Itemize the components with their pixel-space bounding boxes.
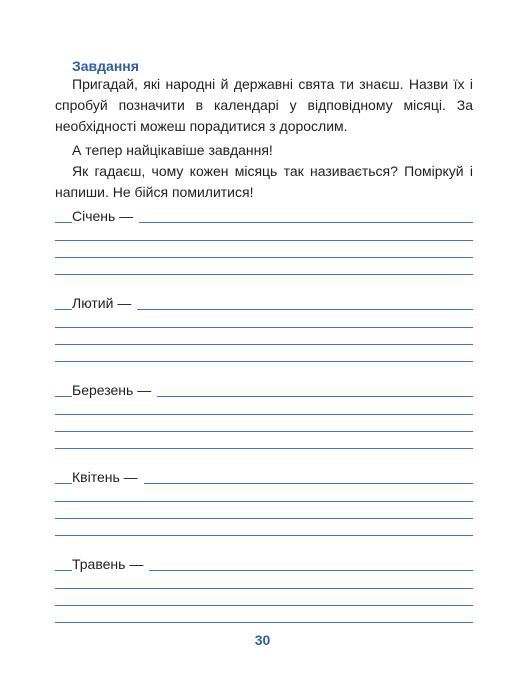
month-row	[55, 204, 473, 224]
month-label: Квітень —	[72, 469, 144, 485]
task-heading: Завдання	[72, 58, 139, 74]
month-label: Лютий —	[72, 295, 137, 311]
writing-line[interactable]	[55, 431, 473, 432]
task-next-heading	[55, 140, 473, 161]
writing-line[interactable]	[55, 535, 473, 536]
writing-line[interactable]	[55, 344, 473, 345]
task-next-heading-text: А тепер найцікавіше завдання!	[72, 142, 273, 158]
month-block-january	[55, 204, 473, 275]
month-block-april	[55, 465, 473, 536]
month-label: Березень —	[72, 382, 157, 398]
writing-line[interactable]	[55, 501, 473, 502]
task-question	[55, 161, 473, 203]
writing-line[interactable]	[55, 257, 473, 258]
month-block-february	[55, 291, 473, 362]
writing-line[interactable]	[55, 361, 473, 362]
writing-line[interactable]	[55, 622, 473, 623]
writing-line[interactable]	[55, 518, 473, 519]
month-label: Січень —	[72, 208, 139, 224]
month-row	[55, 378, 473, 398]
month-label: Травень —	[72, 556, 149, 572]
month-row	[55, 291, 473, 311]
task-question-text: Як гадаєш, чому кожен місяць так називається? Поміркуй і напиши. Не бійся помилитися!	[55, 163, 473, 200]
month-block-march	[55, 378, 473, 449]
writing-line[interactable]	[55, 274, 473, 275]
writing-line[interactable]	[55, 414, 473, 415]
task-instructions	[55, 74, 473, 137]
writing-line[interactable]	[55, 588, 473, 589]
task-instructions-text: Пригадай, які народні й державні свята ти знаєш. Назви їх і спробуй позначити в календарі у відповідному місяці. За необхідності можеш порадитися з дорослим.	[55, 76, 473, 134]
page-number: 30	[254, 632, 271, 648]
writing-line[interactable]	[55, 448, 473, 449]
month-row	[55, 552, 473, 572]
month-block-may	[55, 552, 473, 623]
writing-line[interactable]	[55, 240, 473, 241]
writing-line[interactable]	[55, 327, 473, 328]
month-row	[55, 465, 473, 485]
writing-line[interactable]	[55, 605, 473, 606]
